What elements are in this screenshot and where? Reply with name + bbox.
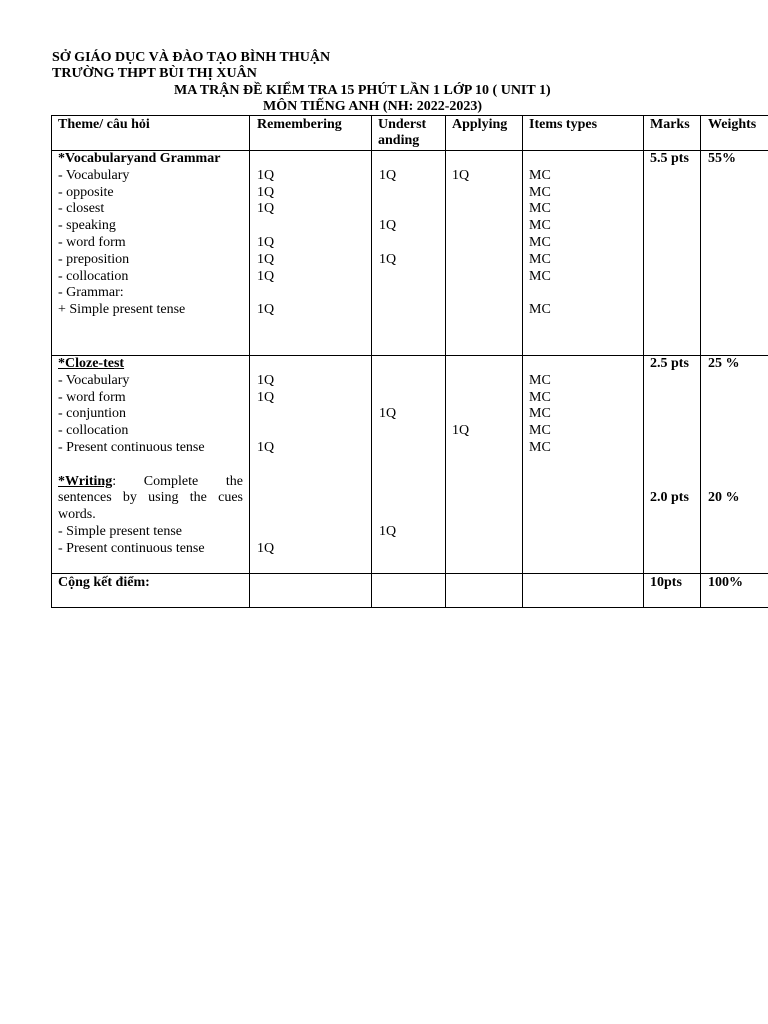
type-value: MC: [529, 234, 551, 250]
type-value: MC: [529, 251, 551, 267]
section2-understanding-cell: [379, 356, 396, 558]
list-item: - Grammar:: [58, 285, 124, 301]
count-value: [257, 285, 274, 302]
section1-marks: 5.5 pts: [650, 151, 689, 166]
list-item: - opposite: [58, 184, 114, 200]
col-header-applying: Applying: [452, 117, 508, 132]
count-value: [452, 390, 469, 407]
count-value: [379, 285, 396, 302]
count-value: 1Q: [257, 302, 275, 318]
writing-desc-start: :: [112, 473, 117, 489]
type-value: MC: [529, 201, 551, 217]
table-divider-5: [643, 115, 644, 608]
type-value: MC: [529, 372, 551, 388]
table-border-top: [51, 115, 768, 116]
section1-weight: 55%: [708, 151, 736, 166]
list-item: - Vocabulary: [58, 167, 130, 183]
count-value: [257, 218, 274, 235]
writing-weight: 20 %: [708, 490, 740, 505]
count-value: 1Q: [257, 389, 275, 405]
count-value: 1Q: [257, 372, 275, 388]
col-header-marks: Marks: [650, 117, 690, 132]
count-value: [257, 423, 274, 440]
count-value: 1Q: [257, 251, 275, 267]
writing-marks: 2.0 pts: [650, 490, 689, 505]
table-divider-6: [700, 115, 701, 608]
section1-applying-cell: [452, 151, 469, 185]
header-test-title: MA TRẬN ĐỀ KIỂM TRA 15 PHÚT LẦN 1 LỚP 10 ( UNIT 1): [174, 83, 551, 98]
count-value: [379, 373, 396, 390]
list-item: - Present continuous tense: [58, 540, 205, 556]
writing-title-line: [58, 474, 243, 491]
type-value: MC: [529, 302, 551, 318]
table-divider-1: [249, 115, 250, 608]
col-header-weights: Weights: [708, 117, 757, 132]
list-item: - Vocabulary: [58, 372, 130, 388]
writing-title: *Writing: [58, 473, 113, 489]
section2-marks: 2.5 pts: [650, 356, 689, 371]
count-value: [452, 373, 469, 390]
count-value: 1Q: [257, 167, 275, 183]
type-value: MC: [529, 268, 551, 284]
list-item: - closest: [58, 201, 105, 217]
count-value: 1Q: [379, 406, 397, 422]
table-divider-2: [371, 115, 372, 608]
list-item: - word form: [58, 234, 126, 250]
type-value: MC: [529, 167, 551, 183]
count-value: 1Q: [257, 439, 275, 455]
type-value: MC: [529, 439, 551, 455]
count-value: [379, 390, 396, 407]
type-value: [529, 285, 551, 302]
col-header-remembering: Remembering: [257, 117, 342, 132]
count-value: 1Q: [452, 423, 470, 439]
list-item: - word form: [58, 389, 126, 405]
list-item: - collocation: [58, 268, 129, 284]
list-item: + Simple present tense: [58, 302, 186, 318]
type-value: MC: [529, 406, 551, 422]
count-value: [379, 201, 396, 218]
list-item: - preposition: [58, 251, 130, 267]
count-value: [379, 185, 396, 202]
total-label: Cộng kết điểm:: [58, 575, 150, 590]
section1-understanding-cell: [379, 151, 396, 319]
section1-type-cell: [529, 151, 551, 319]
count-value: 1Q: [257, 184, 275, 200]
list-item: - conjuntion: [58, 406, 127, 422]
col-header-theme: Theme/ câu hỏi: [58, 117, 150, 132]
col-header-understanding-2: anding: [378, 133, 420, 148]
writing-desc-line3: words.: [58, 507, 96, 523]
count-value: [257, 406, 274, 423]
type-value: MC: [529, 184, 551, 200]
count-value: 1Q: [257, 268, 275, 284]
type-value: MC: [529, 389, 551, 405]
table-border-section2: [51, 573, 768, 574]
count-value: 1Q: [257, 201, 275, 217]
total-marks: 10pts: [650, 575, 682, 590]
col-header-items-types: Items types: [529, 117, 598, 132]
count-value: 1Q: [379, 523, 397, 539]
header-subject: MÔN TIẾNG ANH (NH: 2022-2023): [263, 99, 483, 114]
type-value: MC: [529, 218, 551, 234]
section1-title: *Vocabularyand Grammar: [58, 151, 221, 166]
header-department: SỞ GIÁO DỤC VÀ ĐÀO TẠO BÌNH THUẬN: [52, 50, 331, 65]
section2-applying-cell: [452, 356, 469, 440]
count-value: 1Q: [379, 218, 397, 234]
count-value: [379, 235, 396, 252]
count-value: [379, 423, 396, 440]
writing-desc-word-1: Complete: [143, 473, 199, 489]
writing-desc-word-2: the: [225, 473, 243, 489]
count-value: [379, 302, 396, 319]
col-header-understanding-1: Underst: [378, 117, 427, 132]
count-value: 1Q: [257, 234, 275, 250]
table-divider-3: [445, 115, 446, 608]
section2-theme-cell: [58, 356, 243, 558]
writing-desc-line2: sentences by using the cues: [58, 490, 243, 506]
total-weight: 100%: [708, 575, 743, 590]
count-value: [379, 269, 396, 286]
header-school: TRƯỜNG THPT BÙI THỊ XUÂN: [52, 66, 257, 81]
count-value: 1Q: [379, 251, 397, 267]
type-value: MC: [529, 423, 551, 439]
count-value: 1Q: [452, 167, 470, 183]
count-value: [257, 524, 274, 541]
section1-theme-cell: [58, 151, 248, 319]
count-value: 1Q: [257, 540, 275, 556]
section2-type-cell: [529, 356, 551, 457]
table-border-bottom: [51, 607, 768, 608]
table-border-left: [51, 115, 52, 608]
count-value: 1Q: [379, 167, 397, 183]
list-item: - Present continuous tense: [58, 439, 205, 455]
table-divider-4: [522, 115, 523, 608]
count-value: [379, 440, 396, 457]
list-item: - Simple present tense: [58, 523, 183, 539]
count-value: [379, 541, 396, 558]
count-value: [452, 406, 469, 423]
section2-weight: 25 %: [708, 356, 740, 371]
list-item: - speaking: [58, 218, 116, 234]
section2-title: *Cloze-test: [58, 356, 125, 371]
list-item: - collocation: [58, 423, 129, 439]
section1-remembering-cell: [257, 151, 274, 319]
section2-remembering-cell: [257, 356, 274, 558]
